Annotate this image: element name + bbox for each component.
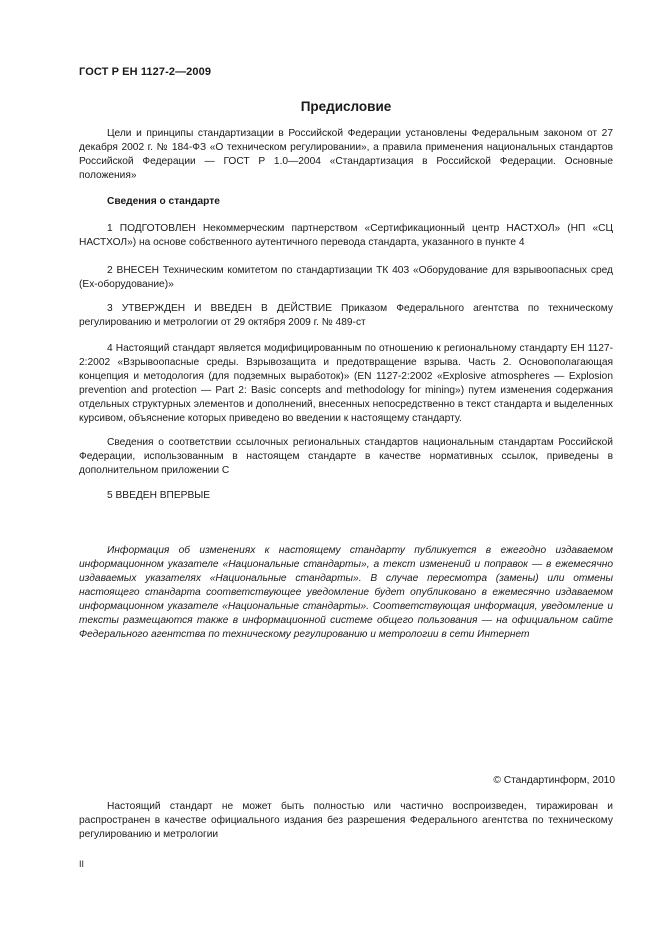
intro-paragraph: Цели и принципы стандартизации в Российской Федерации установлены Федеральным законом от 27 декабря 2002 г. № 184-ФЗ «О техническом регулировании», а правила применения национальных стандартов Российской Федерации — ГОСТ Р 1.0—2004 «Стандартизация в Российской Федерации. Основные положения» [79, 128, 613, 181]
info-heading: Сведения о стандарте [107, 196, 220, 207]
item-5: 5 ВВЕДЕН ВПЕРВЫЕ [107, 490, 211, 501]
changes-notice: Информация об изменениях к настоящему стандарту публикуется в ежегодно издаваемом информационном указателе «Национальные стандарты», а текст изменений и поправок — в ежемесячно издаваемых указателях «Национальные стандарты». В случае пересмотра (замены) или отмены настоящего стандарта соответствующее уведомление будет опубликовано в ежемесячно издаваемом информационном указателе «Национальные стандарты». Соответствующая информация, уведомление и тексты размещаются также в информационной системе общего пользования — на официальном сайте Федерального агентства по техническому регулированию и метрологии в сети Интернет [79, 545, 613, 640]
document-code-header: ГОСТ Р ЕН 1127-2—2009 [79, 66, 212, 78]
copyright: © Стандартинформ, 2010 [493, 775, 615, 786]
reproduction-notice: Настоящий стандарт не может быть полностью или частично воспроизведен, тиражирован и распространен в качестве официального издания без разрешения Федерального агентства по техническому регулированию и метрологии [79, 801, 613, 840]
page-title: Предисловие [300, 99, 392, 114]
item-3: 3 УТВЕРЖДЕН И ВВЕДЕН В ДЕЙСТВИЕ Приказом Федерального агентства по техническому регулированию и метрологии от 29 октября 2009 г. № 489-ст [79, 303, 613, 328]
item-4: 4 Настоящий стандарт является модифицированным по отношению к региональному стандарту ЕН 1127-2:2002 «Взрывоопасные среды. Взрывозащита и предотвращение взрыва. Часть 2. Основополагающая концепция и методология (для подземных выработок)» (EN 1127-2:2002 «Explosive atmospheres — Explosion prevention and protection — Part 2: Basic concepts and methodology for mining») путем изменения содержания отдельных структурных элементов и дополнений, внесенных непосредственно в текст стандарта и выделенных курсивом, объяснение которых приведено во введении к настоящему стандарту. [79, 343, 613, 424]
item-1: 1 ПОДГОТОВЛЕН Некоммерческим партнерством «Сертификационный центр НАСТХОЛ» (НП «СЦ НАСТХОЛ») на основе собственного аутентичного перевода стандарта, указанного в пункте 4 [79, 223, 613, 248]
item-4-references: Сведения о соответствии ссылочных региональных стандартов национальным стандартам Российской Федерации, использованным в настоящем стандарте в качестве нормативных ссылок, приведены в дополнительном приложении С [79, 437, 613, 476]
item-2: 2 ВНЕСЕН Техническим комитетом по стандартизации ТК 403 «Оборудование для взрывоопасных сред (Ех-оборудование)» [79, 265, 613, 290]
page-number: II [79, 859, 85, 869]
